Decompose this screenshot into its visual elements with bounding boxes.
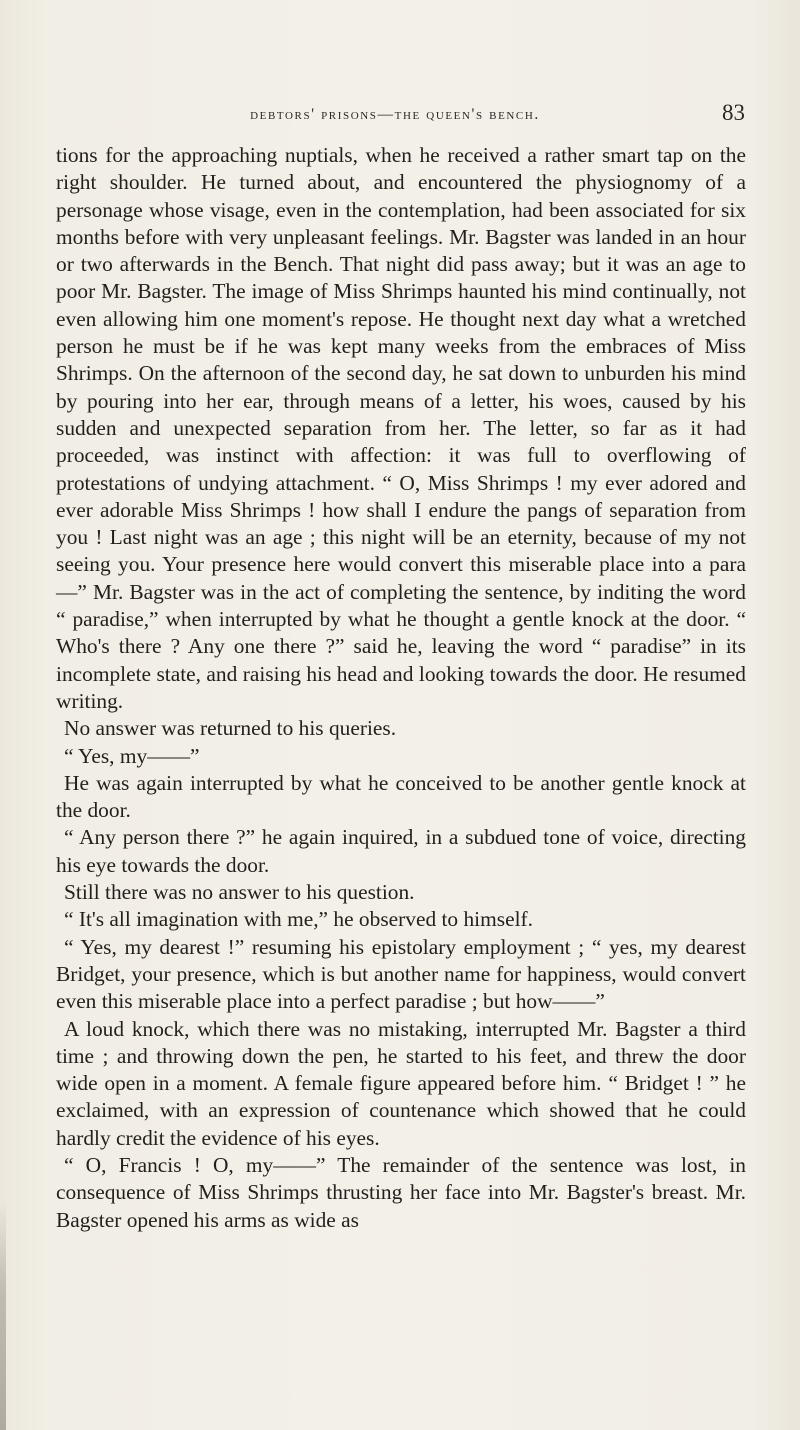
paragraph: “ Yes, my——”: [64, 743, 200, 768]
paragraph: No answer was returned to his queries.: [64, 716, 397, 741]
paragraph: A loud knock, which there was no mistaking, interrupted Mr. Bagster a third time ; and throwing down the pen, he started to his feet, and threw the door wide open in a moment. A female figure appeared before him. “ Bridget ! ” he exclaimed, with an expression of countenance which showed that he could hardly credit the evidence of his eyes.: [56, 1016, 746, 1150]
paragraph: He was again interrupted by what he conceived to be another gentle knock at the door.: [56, 770, 746, 823]
paragraph: “ O, Francis ! O, my——” The remainder of the sentence was lost, in consequence of Miss Shrimps thrusting her face into Mr. Bagster's breast. Mr. Bagster opened his arms as wide as: [56, 1152, 746, 1232]
page-header: [55, 100, 745, 132]
paragraph: “ Any person there ?” he again inquired, in a subdued tone of voice, directing his eye towards the door.: [56, 825, 746, 877]
paragraph: Still there was no answer to his question.: [64, 880, 415, 905]
paragraph: tions for the approaching nuptials, when he received a rather smart tap on the right shoulder. He turned about, and encountered the physiognomy of a personage whose visage, even in the contemplation, had been associated for six months before with very unpleasant feelings. Mr. Bagster was landed in an hour or two afterwards in the Bench. That night did pass away; but it was an age to poor Mr. Bagster. The image of Miss Shrimps haunted his mind continually, not even allowing him one moment's repose. He thought next day what a wretched person he must be if he was kept many weeks from the embraces of Miss Shrimps. On the afternoon of the second day, he sat down to unburden his mind by pouring into her ear, through means of a letter, his woes, caused by his sudden and unexpected separation from her. The letter, so far as it had proceeded, was instinct with affection: it was full to overflowing of protestations of undying attachment. “ O, Miss Shrimps ! my ever adored and ever adorable Miss Shrimps ! how shall I endure the pangs of separation from you ! Last night was an age ; this night will be an eternity, because of my not seeing you. Your presence here would convert this miserable place into a para—” Mr. Bagster was in the act of completing the sentence, by inditing the word “ paradise,” when interrupted by what he thought a gentle knock at the door. “ Who's there ? Any one there ?” said he, leaving the word “ paradise” in its incomplete state, and raising his head and looking towards the door. He resumed writing.: [56, 143, 746, 713]
page-number: 83: [722, 100, 745, 125]
running-head: debtors' prisons—the queen's bench.: [250, 106, 540, 123]
body-text: [56, 142, 746, 1234]
page-edge-shadow: [0, 1200, 6, 1430]
paragraph: “ Yes, my dearest !” resuming his epistolary employment ; “ yes, my dearest Bridget, your presence, which is but another name for happiness, would convert even this miserable place into a perfect paradise ; but how——”: [56, 934, 746, 1014]
paragraph: “ It's all imagination with me,” he observed to himself.: [64, 907, 533, 932]
